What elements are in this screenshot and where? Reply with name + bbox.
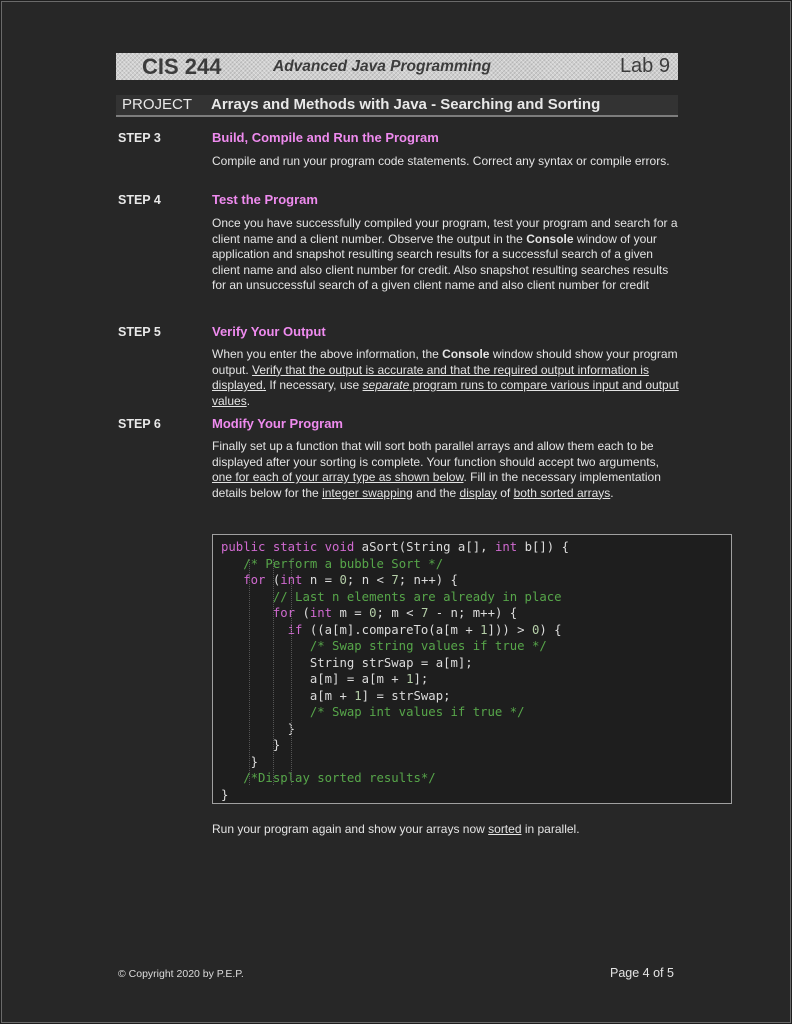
copyright-notice: © Copyright 2020 by P.E.P. [118,968,244,980]
page-number: Page 4 of 5 [610,966,674,980]
code-line: /*Display sorted results*/ [243,771,436,785]
lab-header-banner [116,53,678,80]
step-6-label: STEP 6 [118,417,161,431]
code-line: for (int n = 0; n < 7; n++) { [243,573,458,587]
code-line: a[m] = a[m + 1]; [221,672,429,686]
course-title: Advanced Java Programming [273,58,491,75]
project-label: PROJECT [122,96,193,113]
course-code: CIS 244 [142,54,222,79]
code-line: } [221,738,281,752]
project-title: Arrays and Methods with Java - Searching and Sorting [211,96,601,113]
closing-text: Run your program again and show your arrays now sorted in parallel. [212,822,580,836]
indent-guide [249,559,250,785]
indent-guide [291,559,292,785]
project-bar [116,95,678,117]
code-block [212,534,732,804]
step-4-heading: Test the Program [212,192,318,207]
step-5-text: When you enter the above information, the Console window should show your program output. Verify that the output is accurate and that the required output information is displayed. If necessary, use separate program runs to compare various input and output values. [212,347,679,408]
lab-number: Lab 9 [619,55,670,77]
step-4-text: Once you have successfully compiled your program, test your program and search for a client name and a client number. Observe the output in the Console window of your application and snapshot resulting search results for a successful search of a given client name and also client number for credit. Also snapshot resulting searches results for an unsuccessful search of a given client name and also client number for credit [212,216,678,292]
step-6-text: Finally set up a function that will sort both parallel arrays and allow them each to be displayed after your sorting is complete. Your function should accept two arguments, one for each of your array type as shown below. Fill in the necessary implementation details below for the integer swapping and the display of both sorted arrays. [212,439,661,500]
code-line: } [221,787,229,802]
step-3-label: STEP 3 [118,131,161,145]
step-3-text: Compile and run your program code statements. Correct any syntax or compile errors. [212,154,670,168]
indent-guide [273,559,274,785]
code-line: } [221,754,259,769]
step-5-label: STEP 5 [118,325,161,339]
code-line: /* Swap int values if true */ [309,705,525,719]
code-line: /* Perform a bubble Sort */ [243,556,444,571]
step-3-heading: Build, Compile and Run the Program [212,130,439,145]
code-line: } [221,721,296,736]
step-4-label: STEP 4 [118,193,161,207]
code-line: // Last n elements are already in place [272,589,562,604]
step-6-heading: Modify Your Program [212,416,343,431]
code-line: String strSwap = a[m]; [221,655,473,670]
code-line: a[m + 1] = strSwap; [221,688,451,703]
code-line: public static void aSort(String a[], int b[]) { [221,540,569,554]
code-line: if ((a[m].compareTo(a[m + 1])) > 0) { [287,622,562,637]
code-line: /* Swap string values if true */ [309,639,547,653]
code-line: for (int m = 0; m < 7 - n; m++) { [272,606,518,620]
step-5-heading: Verify Your Output [212,324,326,339]
